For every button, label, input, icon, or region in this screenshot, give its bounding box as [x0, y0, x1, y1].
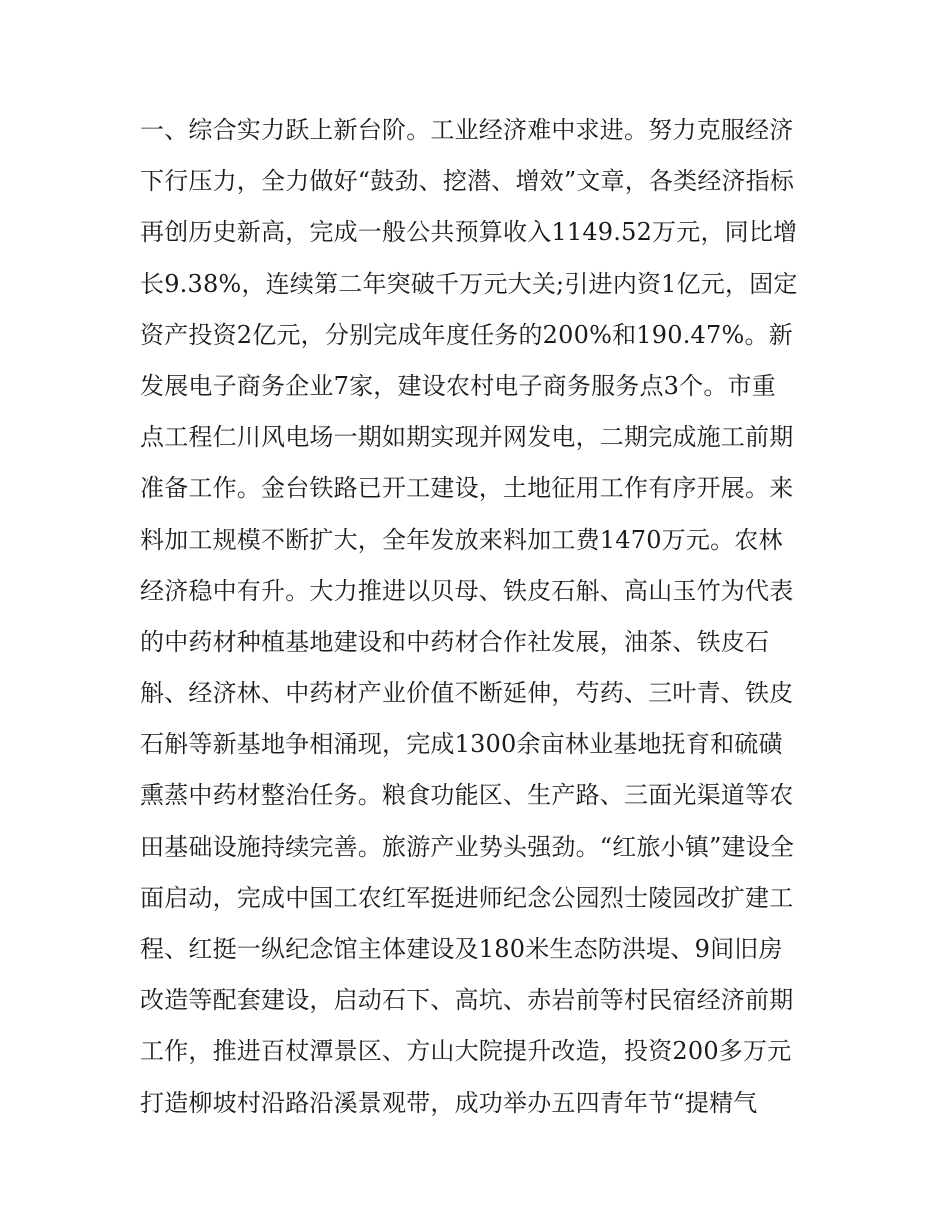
text-line: 一、综合实力跃上新台阶。工业经济难中求进。努力克服经济 [140, 116, 794, 144]
text-line: 资产投资2亿元，分别完成年度任务的200%和190.47%。新 [140, 320, 793, 349]
text-line: 准备工作。金台铁路已开工建设，土地征用工作有序开展。来 [140, 474, 794, 503]
text-line: 再创历史新高，完成一般公共预算收入1149.52万元，同比增 [140, 218, 798, 247]
text-line: 面启动，完成中国工农红军挺进师纪念公园烈士陵园改扩建工 [140, 883, 794, 912]
text-line: 料加工规模不断扩大，全年发放来料加工费1470万元。农林 [140, 525, 783, 554]
text-line: 的中药材种植基地建设和中药材合作社发展，油茶、铁皮石 [140, 627, 770, 656]
text-line: 熏蒸中药材整治任务。粮食功能区、生产路、三面光渠道等农 [140, 781, 794, 810]
text-line: 石斛等新基地争相涌现，完成1300余亩林业基地抚育和硫磺 [140, 730, 783, 759]
text-line: 点工程仁川风电场一期如期实现并网发电，二期完成施工前期 [140, 423, 794, 452]
text-line: 经济稳中有升。大力推进以贝母、铁皮石斛、高山玉竹为代表 [140, 576, 794, 605]
text-line: 程、红挺一纵纪念馆主体建设及180米生态防洪堤、9间旧房 [140, 935, 783, 963]
text-line: 田基础设施持续完善。旅游产业势头强劲。“红旅小镇”建设全 [140, 832, 795, 861]
body-paragraph [140, 105, 820, 1129]
text-line: 下行压力，全力做好“鼓劲、挖潜、增效”文章，各类经济指标 [140, 167, 795, 196]
text-line: 工作，推进百杖潭景区、方山大院提升改造，投资200多万元 [140, 1037, 792, 1066]
text-line: 改造等配套建设，启动石下、高坑、赤岩前等村民宿经济前期 [140, 986, 794, 1015]
text-line: 发展电子商务企业7家，建设农村电子商务服务点3个。市重 [140, 371, 776, 400]
text-line: 斛、经济林、中药材产业价值不断延伸，芍药、三叶青、铁皮 [140, 679, 794, 708]
text-line: 打造柳坡村沿路沿溪景观带，成功举办五四青年节“提精气 [140, 1088, 758, 1117]
text-line: 长9.38%，连续第二年突破千万元大关;引进内资1亿元，固定 [140, 269, 798, 298]
